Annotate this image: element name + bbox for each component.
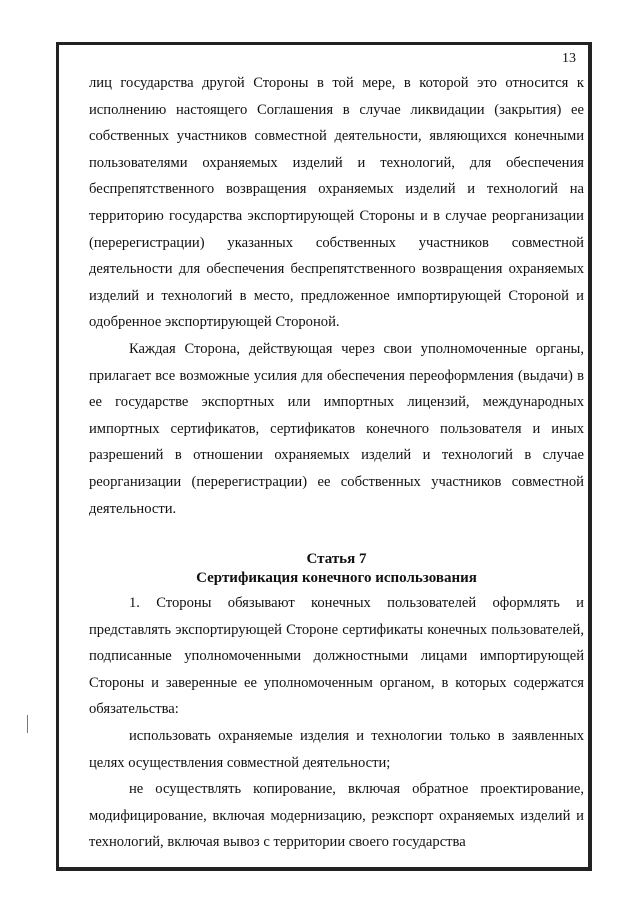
paragraph-each-party: Каждая Сторона, действующая через свои уполномоченные органы, прилагает все возможные усилия для обеспечения переоформления (выдачи) в ее государстве экспортных или импортных лицензий, международных импортных сертификатов, сертификатов конечного пользователя и иных разрешений в отношении охраняемых изделий и технологий в случае реорганизации (перерегистрации) ее собственных участников совместной деятельности.: [89, 340, 584, 517]
scan-mark: [27, 715, 28, 733]
article-number: Статья 7: [306, 551, 367, 568]
document-body: [89, 70, 584, 856]
page-number: 13: [562, 51, 576, 66]
obligation-no-copy: не осуществлять копирование, включая обратное проектирование, модифицирование, включая модернизацию, реэкспорт охраняемых изделий и технологий, включая вывоз с территории своего государства: [89, 781, 584, 851]
article-heading: [89, 550, 584, 588]
paragraph-continuation: лиц государства другой Стороны в той мере, в которой это относится к исполнению настоящего Соглашения в случае ликвидации (закрытия) ее собственных участников совместной деятельности, являющихся конечными пользователями охраняемых изделий и технологий, для обеспечения беспрепятственного возвращения охраняемых изделий и технологий на территорию государства экспортирующей Стороны и в случае реорганизации (перерегистрации) указанных собственных участников совместной деятельности для обеспечения беспрепятственного возвращения охраняемых изделий и технологий в место, предложенное импортирующей Стороной и одобренное экспортирующей Стороной.: [89, 75, 584, 331]
paragraph-obligations: 1. Стороны обязывают конечных пользователей оформлять и представлять экспортирующей Стороне сертификаты конечных пользователей, подписанные уполномоченными должностными лицами импортирующей Стороны и заверенные ее уполномоченным органом, в которых содержатся обязательства:: [89, 595, 584, 718]
obligation-use: использовать охраняемые изделия и технологии только в заявленных целях осуществления совместной деятельности;: [89, 728, 584, 771]
article-title: Сертификация конечного использования: [196, 570, 477, 587]
